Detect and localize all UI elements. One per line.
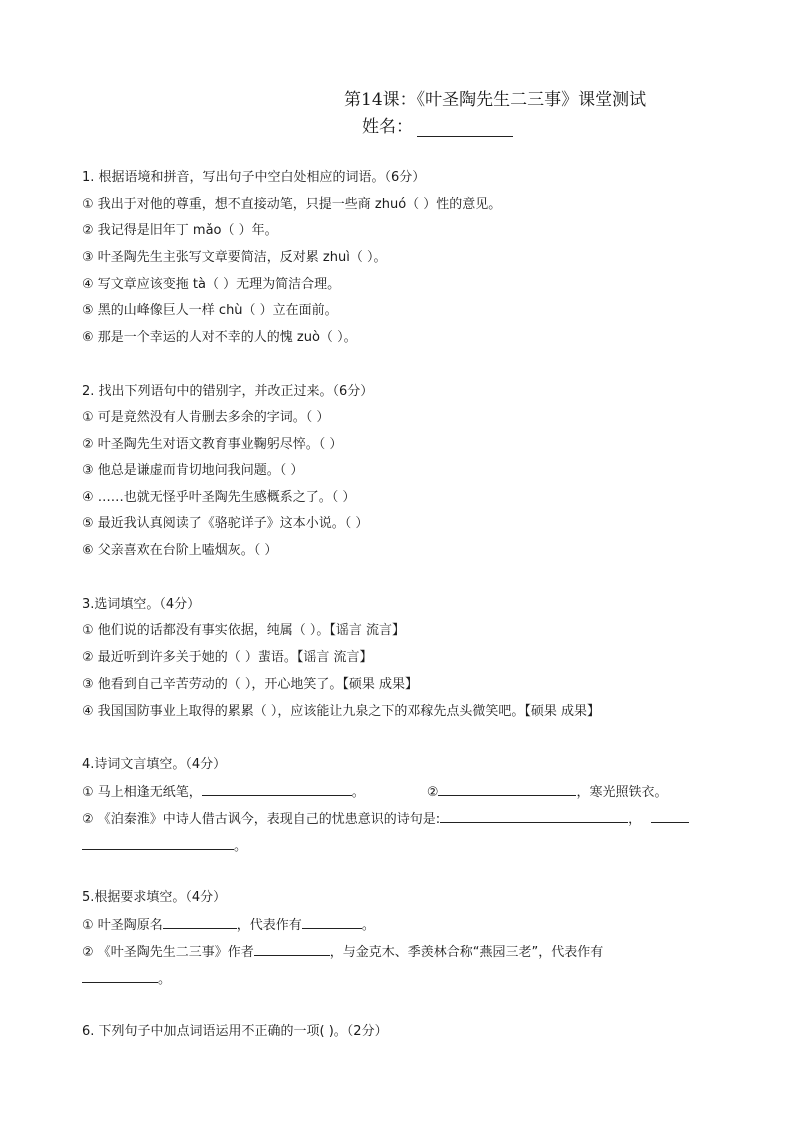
q2-item-4: ④ ……也就无怪乎叶圣陶先生感概系之了。（ ） bbox=[82, 490, 356, 505]
q5-line-2 bbox=[82, 943, 603, 962]
q5-blank-2[interactable] bbox=[302, 916, 362, 929]
page-title: 第14课：《叶圣陶先生二三事》课堂测试 bbox=[344, 90, 647, 110]
q2-item-5: ⑤ 最近我认真阅读了《骆驼详子》这本小说。（ ） bbox=[82, 516, 369, 531]
q4-line2-text-a: ② 《泊秦淮》中诗人借古讽今，表现自己的忧患意识的诗句是: bbox=[82, 812, 441, 827]
q3-item-1: ① 他们说的话都没有事实依据，纯属（ ）。【谣言 流言】 bbox=[82, 623, 406, 638]
name-blank[interactable] bbox=[417, 122, 513, 137]
q5-blank-3[interactable] bbox=[254, 943, 330, 956]
q4-blank-1[interactable] bbox=[202, 783, 352, 796]
q4-blank-4[interactable] bbox=[651, 810, 689, 823]
q4-line1-text-a: ① 马上相逢无纸笔， bbox=[82, 785, 202, 800]
q4-line1-text-b: 。 bbox=[351, 785, 365, 800]
q2-heading: 2. 找出下列语句中的错别字，并改正过来。（6分） bbox=[82, 384, 374, 399]
q5-blank-1[interactable] bbox=[163, 916, 237, 929]
q2-item-1: ① 可是竟然没有人肯删去多余的字词。（ ） bbox=[82, 410, 330, 425]
q4-heading: 4.诗词文言填空。（4分） bbox=[82, 757, 227, 772]
q1-item-6: ⑥ 那是一个幸运的人对不幸的人的愧 zuò（ ）。 bbox=[82, 330, 357, 345]
q4-line1-text-c: ② bbox=[426, 785, 439, 800]
q4-line1-text-d: ，寒光照铁衣。 bbox=[576, 785, 668, 800]
q5-line1-text-a: ① 叶圣陶原名 bbox=[82, 918, 163, 933]
q4-blank-4-continued[interactable] bbox=[82, 837, 234, 850]
q4-line-2 bbox=[82, 810, 689, 829]
q4-blank-3[interactable] bbox=[440, 810, 628, 823]
q2-item-6: ⑥ 父亲喜欢在台阶上嗑烟灰。（ ） bbox=[82, 543, 278, 558]
q4-line-3 bbox=[82, 837, 247, 856]
q5-blank-4[interactable] bbox=[82, 970, 158, 983]
q1-item-4: ④ 写文章应该变拖 tà（ ）无理为简洁合理。 bbox=[82, 277, 341, 292]
name-label: 姓名： bbox=[362, 117, 413, 137]
name-field-row bbox=[362, 112, 513, 137]
q4-line3-end: 。 bbox=[234, 839, 248, 854]
q1-heading: 1. 根据语境和拼音，写出句子中空白处相应的词语。（6分） bbox=[82, 170, 426, 185]
q5-line1-text-c: 。 bbox=[361, 918, 375, 933]
q6-heading: 6. 下列句子中加点词语运用不正确的一项( )。（2分） bbox=[82, 1024, 388, 1039]
q5-line2-text-b: ，与金克木、季羡林合称“燕园三老”，代表作有 bbox=[329, 945, 604, 960]
q5-line3-end: 。 bbox=[158, 972, 172, 987]
q5-line-1 bbox=[82, 916, 375, 935]
q5-line1-text-b: ，代表作有 bbox=[236, 918, 302, 933]
q4-line2-text-b: ， bbox=[628, 812, 642, 827]
q3-item-4: ④ 我国国防事业上取得的累累（ ），应该能让九泉之下的邓稼先点头微笑吧。【硕果 成果】 bbox=[82, 704, 601, 719]
q3-heading: 3.选词填空。（4分） bbox=[82, 597, 201, 612]
q3-item-3: ③ 他看到自己辛苦劳动的（ ），开心地笑了。【硕果 成果】 bbox=[82, 677, 419, 692]
q4-blank-2[interactable] bbox=[438, 783, 576, 796]
q2-item-3: ③ 他总是谦虚而肯切地问我问题。（ ） bbox=[82, 463, 304, 478]
q3-item-2: ② 最近听到许多关于她的（ ）蜚语。【谣言 流言】 bbox=[82, 650, 373, 665]
q5-heading: 5.根据要求填空。（4分） bbox=[82, 890, 227, 905]
q1-item-2: ② 我记得是旧年丁 mǎo（ ）年。 bbox=[82, 223, 278, 238]
q4-line-1 bbox=[82, 783, 667, 802]
q1-item-5: ⑤ 黑的山峰像巨人一样 chù（ ）立在面前。 bbox=[82, 303, 338, 318]
q2-item-2: ② 叶圣陶先生对语文教育事业鞠躬尽悴。（ ） bbox=[82, 437, 343, 452]
q1-item-1: ① 我出于对他的尊重，想不直接动笔，只提一些商 zhuó（ ）性的意见。 bbox=[82, 197, 502, 212]
q1-item-3: ③ 叶圣陶先生主张写文章要简洁，反对累 zhuì（ ）。 bbox=[82, 250, 387, 265]
q5-line-3 bbox=[82, 970, 171, 989]
q5-line2-text-a: ② 《叶圣陶先生二三事》作者 bbox=[82, 945, 254, 960]
